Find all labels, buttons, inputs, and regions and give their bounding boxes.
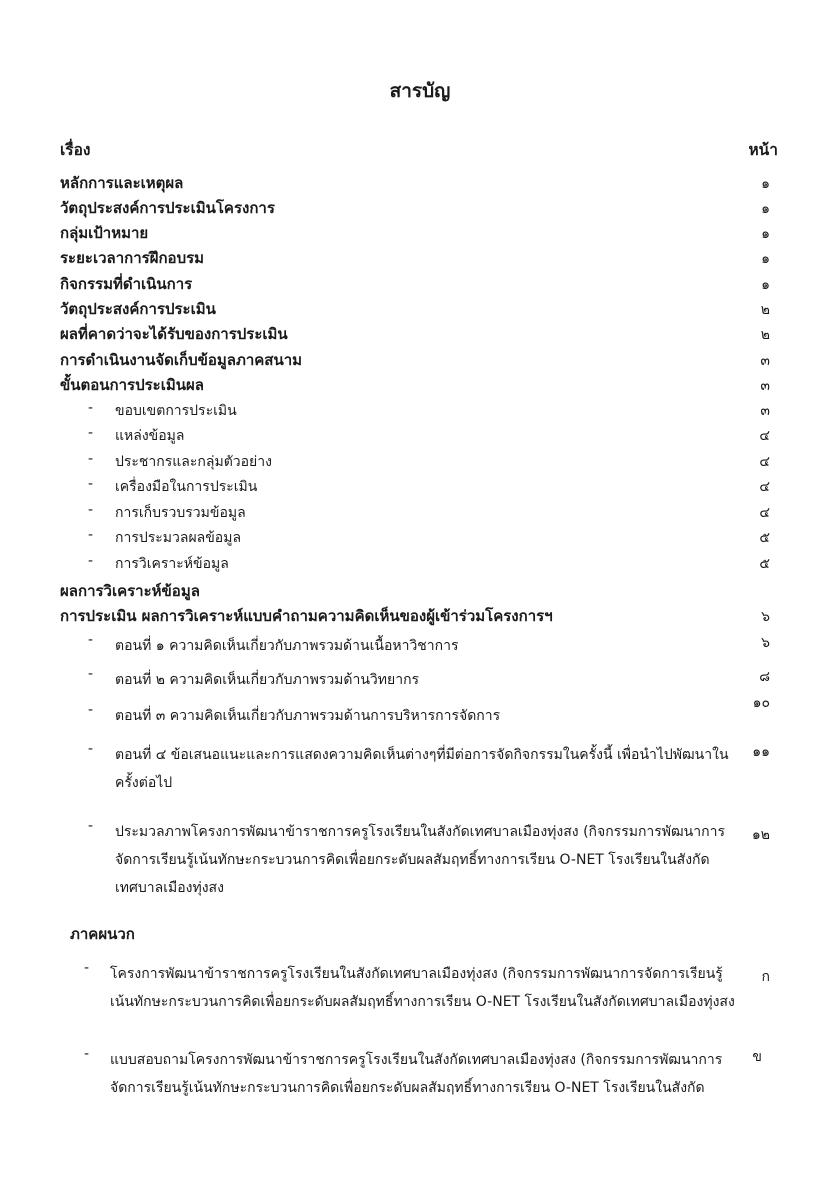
toc-subentry-page: ๓ <box>760 403 770 419</box>
toc-analysis-label: ประมวลภาพโครงการพัฒนาข้าราชการครูโรงเรียนในสังกัดเทศบาลเมืองทุ่งสง (กิจกรรมการพัฒนาการจัดการเรียนรู้เน้นทักษะกระบวนการคิดเพื่อยกระดับผลสัมฤทธิ์ทางการเรียน O-NET โรงเรียนในสังกัดเทศบาลเมืองทุ่งสง <box>115 824 725 896</box>
list-dash: - <box>88 553 94 569</box>
list-dash: - <box>84 1046 90 1062</box>
toc-subentry-label: การประมวลผลข้อมูล <box>115 530 242 546</box>
toc-subentry-label: ประชากรและกลุ่มตัวอย่าง <box>115 454 272 470</box>
toc-analysis-page: ๖ <box>761 635 770 651</box>
list-dash: - <box>88 527 94 543</box>
toc-appendix-page: ข <box>752 1049 762 1065</box>
toc-entry-label: วัตถุประสงค์การประเมิน <box>60 300 216 318</box>
toc-analysis-label: ตอนที่ ๑ ความคิดเห็นเกี่ยวกับภาพรวมด้านเนื้อหาวิชาการ <box>115 638 459 654</box>
toc-entry-label: การดำเนินงานจัดเก็บข้อมูลภาคสนาม <box>60 351 303 369</box>
toc-appendix-label: โครงการพัฒนาข้าราชการครูโรงเรียนในสังกัดเทศบาลเมืองทุ่งสง (กิจกรรมการพัฒนาการจัดการเรียนรู้เน้นทักษะกระบวนการคิดเพื่อยกระดับผลสัมฤทธิ์ทางการเรียน O-NET โรงเรียนในสังกัดเทศบาลเมืองทุ่งสง <box>110 966 735 1010</box>
toc-subentry-page: ๔ <box>759 479 770 495</box>
page-column-header: หน้า <box>748 141 778 159</box>
analysis-subheading: การประเมิน ผลการวิเคราะห์แบบคำถามความคิดเห็นของผู้เข้าร่วมโครงการฯ <box>60 607 553 625</box>
list-dash: - <box>88 741 94 757</box>
toc-entry-page: ๒ <box>760 327 770 343</box>
toc-analysis-page: ๘ <box>759 669 770 685</box>
toc-subentry-label: การวิเคราะห์ข้อมูล <box>115 556 229 572</box>
toc-analysis-page: ๑๒ <box>751 827 770 843</box>
toc-entry-label: วัตถุประสงค์การประเมินโครงการ <box>60 199 275 217</box>
toc-subentry-page: ๔ <box>759 428 770 444</box>
toc-subentry-page: ๔ <box>759 505 770 521</box>
toc-entry-page: ๑ <box>761 277 770 293</box>
toc-subentry-page: ๔ <box>759 454 770 470</box>
topic-column-header: เรื่อง <box>60 141 91 159</box>
toc-analysis-label: ตอนที่ ๒ ความคิดเห็นเกี่ยวกับภาพรวมด้านวิทยากร <box>115 672 420 688</box>
analysis-subheading-page: ๖ <box>761 609 770 625</box>
toc-entry-page: ๑ <box>761 226 770 242</box>
list-dash: - <box>88 502 94 518</box>
toc-entry-label: ขั้นตอนการประเมินผล <box>60 376 204 394</box>
list-dash: - <box>88 400 94 416</box>
toc-subentry-page: ๕ <box>759 556 770 572</box>
toc-entry-page: ๒ <box>760 302 770 318</box>
toc-entry-page: ๓ <box>760 378 770 394</box>
appendix-heading: ภาคผนวก <box>70 925 135 943</box>
analysis-heading: ผลการวิเคราะห์ข้อมูล <box>60 582 200 600</box>
toc-entry-label: ผลที่คาดว่าจะได้รับของการประเมิน <box>60 325 288 343</box>
list-dash: - <box>88 425 94 441</box>
toc-appendix-label: แบบสอบถามโครงการพัฒนาข้าราชการครูโรงเรียนในสังกัดเทศบาลเมืองทุ่งสง (กิจกรรมการพัฒนาการจัดการเรียนรู้เน้นทักษะกระบวนการคิดเพื่อยกระดับผลสัมฤทธิ์ทางการเรียน O-NET โรงเรียนในสังกัด <box>110 1052 723 1096</box>
toc-entry-page: ๑ <box>761 201 770 217</box>
page-title: สารบัญ <box>389 80 451 102</box>
toc-entry-label: กิจกรรมที่ดำเนินการ <box>60 275 193 293</box>
toc-entry-page: ๓ <box>760 353 770 369</box>
toc-subentry-page: ๕ <box>759 530 770 546</box>
toc-analysis-page: ๑๑ <box>752 744 770 760</box>
toc-appendix-page: ก <box>761 969 770 985</box>
list-dash: - <box>88 702 94 718</box>
toc-entry-label: กลุ่มเป้าหมาย <box>60 224 149 242</box>
toc-subentry-label: เครื่องมือในการประเมิน <box>115 479 258 495</box>
list-dash: - <box>88 632 94 648</box>
list-dash: - <box>88 666 94 682</box>
toc-subentry-label: ขอบเขตการประเมิน <box>115 403 237 419</box>
list-dash: - <box>84 960 90 976</box>
toc-entry-label: หลักการและเหตุผล <box>60 174 184 192</box>
toc-subentry-label: แหล่งข้อมูล <box>115 428 185 444</box>
toc-analysis-label: ตอนที่ ๓ ความคิดเห็นเกี่ยวกับภาพรวมด้านการบริหารการจัดการ <box>115 708 501 724</box>
list-dash: - <box>88 818 94 834</box>
toc-analysis-label: ตอนที่ ๔ ข้อเสนอแนะและการแสดงความคิดเห็นต่างๆที่มีต่อการจัดกิจกรรมในครั้งนี้ เพื่อนำไปพัฒนาในครั้งต่อไป <box>115 747 729 791</box>
list-dash: - <box>88 476 94 492</box>
toc-subentry-label: การเก็บรวบรวมข้อมูล <box>115 505 246 521</box>
toc-entry-page: ๑ <box>761 176 770 192</box>
toc-entry-page: ๑ <box>761 251 770 267</box>
toc-analysis-page: ๑๐ <box>752 695 770 711</box>
list-dash: - <box>88 451 94 467</box>
toc-entry-label: ระยะเวลาการฝึกอบรม <box>60 249 205 267</box>
